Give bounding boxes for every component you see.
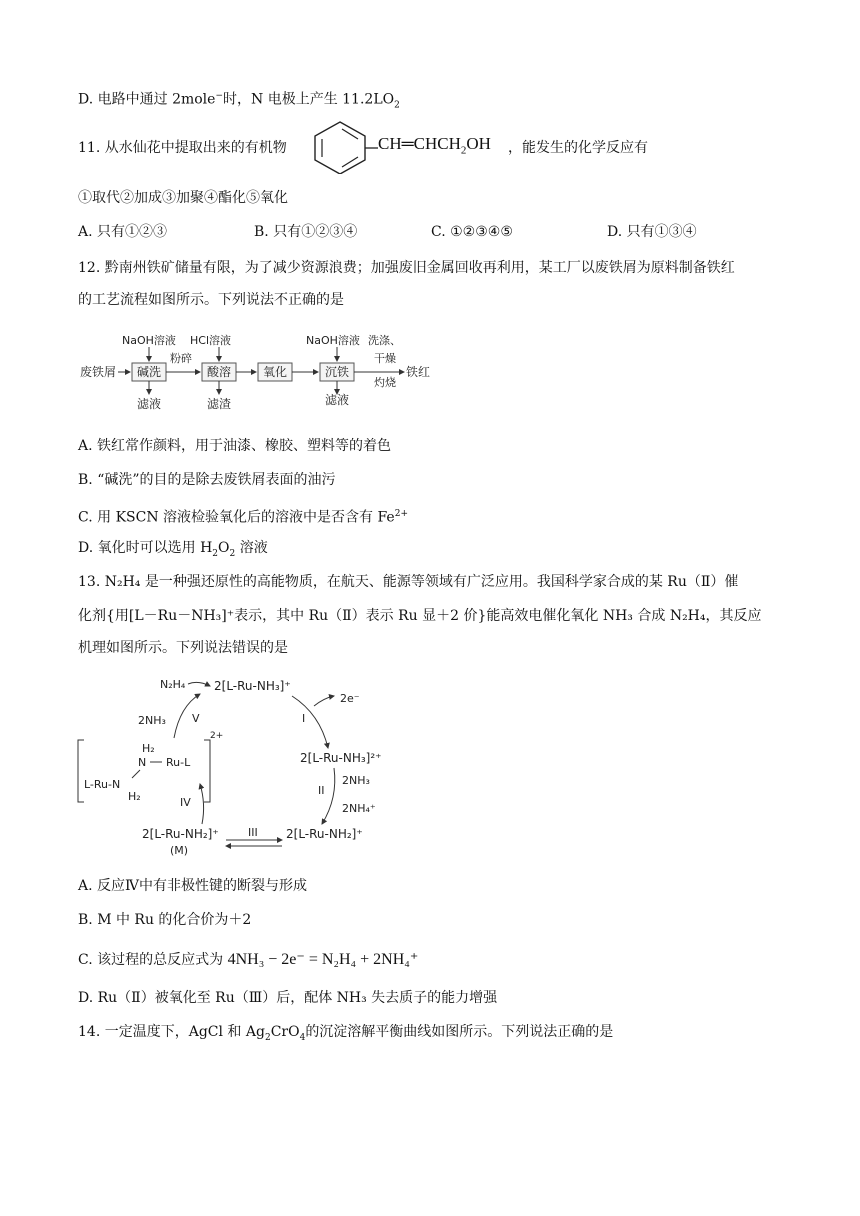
flow-step1-label: 碱洗 [137, 365, 162, 379]
flow-step3-label: 氧化 [263, 365, 288, 379]
cycle-dimer-n-top: N [138, 756, 147, 769]
q13-overall-equation: 4NH₃ − 2e⁻ = N₂H₄ + 2NH₄⁺ [227, 951, 419, 968]
cycle-dimer-h2-top: H₂ [142, 742, 155, 755]
q13-catalytic-cycle-diagram [76, 668, 406, 860]
q13-stem-line2: 化剂{用[L－Ru－NH₃]⁺表示，其中 Ru（Ⅱ）表示 Ru 显＋2 价}能高效电催化氧化 NH₃ 合成 N₂H₄，其反应 [78, 608, 762, 624]
cycle-nh3-in: 2NH₃ [342, 774, 370, 787]
q12-option-a: A. 铁红常作颜料，用于油漆、橡胶、塑料等的着色 [78, 438, 392, 454]
cycle-dimer-l-ru-n: L-Ru-N [84, 778, 121, 791]
q13-option-a: A. 反应Ⅳ中有非极性键的断裂与形成 [78, 878, 307, 894]
cycle-step-v: V [192, 712, 200, 725]
q12-option-b: B. “碱洗”的目的是除去废铁屑表面的油污 [78, 472, 336, 488]
benzene-ring-structure [300, 118, 380, 174]
flow-start-label: 废铁屑 [80, 365, 117, 379]
cycle-nh3-step-v: 2NH₃ [138, 714, 166, 727]
cycle-dimer-ru-l: Ru-L [166, 756, 191, 769]
flow-reagent1: NaOH溶液 [122, 334, 176, 347]
flow-out1: 滤液 [137, 397, 162, 411]
flow-end-label: 铁红 [406, 365, 431, 379]
flow-crush-label: 粉碎 [170, 352, 192, 365]
q12-option-c: C. 用 KSCN 溶液检验氧化后的溶液中是否含有 $Fe^{2+}$ [78, 509, 408, 526]
flow-post-top: 洗涤、 [368, 334, 401, 347]
flow-reagent2: HCl溶液 [190, 334, 232, 347]
flow-reagent4: NaOH溶液 [306, 334, 360, 347]
q11-option-b: B. 只有①②③④ [254, 224, 358, 240]
cycle-step-iv: IV [180, 796, 191, 809]
flow-step4-label: 沉铁 [325, 365, 350, 379]
q12-process-flow-diagram [78, 330, 448, 416]
q12-stem-line2: 的工艺流程如图所示。下列说法不正确的是 [78, 292, 344, 308]
q13-option-b: B. M 中 Ru 的化合价为＋2 [78, 912, 252, 928]
cycle-nh4-out: 2NH₄⁺ [342, 802, 376, 815]
q11-option-a: A. 只有①②③ [78, 224, 168, 240]
cycle-m-label: (M) [170, 844, 189, 857]
q11-option-c: C. ①②③④⑤ [431, 224, 513, 240]
cycle-dimer-h2-bottom: H₂ [128, 790, 141, 803]
cycle-dimer-charge: 2+ [210, 731, 224, 741]
cycle-left-lower-species: 2[L-Ru-NH₂]⁺ [142, 827, 219, 841]
q11-reaction-list: ①取代②加成③加聚④酯化⑤氧化 [78, 190, 288, 206]
flow-out2: 滤渣 [207, 397, 232, 411]
q13-option-c: C. 该过程的总反应式为 4NH₃ − 2e⁻ = N₂H₄ + 2NH₄⁺ [78, 951, 419, 968]
flow-step2-label: 酸溶 [207, 365, 232, 379]
cycle-n2h4-product: N₂H₄ [160, 678, 186, 691]
q14-stem: 14. 一定温度下，AgCl 和 $Ag_2CrO_4$的沉淀溶解平衡曲线如图所示。下列说法正确的是 [78, 1024, 614, 1043]
cycle-electron-loss: 2e⁻ [340, 692, 360, 705]
cycle-step-ii: II [318, 784, 325, 797]
flow-out4: 滤液 [325, 393, 350, 407]
q11-side-chain-formula: $CH═CHCH_2OH$ [378, 134, 491, 157]
cycle-step-iii: III [248, 826, 258, 839]
flow-post-mid: 干燥 [374, 352, 396, 365]
q11-option-d: D. 只有①③④ [607, 224, 697, 240]
cycle-step-i: I [302, 712, 306, 725]
q13-stem-line3: 机理如图所示。下列说法错误的是 [78, 640, 288, 656]
cycle-right-lower-species: 2[L-Ru-NH₂]⁺ [286, 827, 363, 841]
q13-stem-line1: 13. N₂H₄ 是一种强还原性的高能物质，在航天、能源等领域有广泛应用。我国科学家合成的某 Ru（Ⅱ）催 [78, 574, 739, 590]
cycle-right-upper-species: 2[L-Ru-NH₃]²⁺ [300, 751, 382, 765]
q12-option-d: D. 氧化时可以选用 $H_2O_2$ 溶液 [78, 540, 268, 559]
q13-option-d: D. Ru（Ⅱ）被氧化至 Ru（Ⅲ）后，配体 NH₃ 失去质子的能力增强 [78, 990, 498, 1006]
flow-post-bottom: 灼烧 [374, 376, 396, 389]
q12-stem-line1: 12. 黔南州铁矿储量有限，为了减少资源浪费；加强废旧金属回收再利用，某工厂以废铁屑为原料制备铁红 [78, 260, 735, 276]
q11-stem-part2: ，能发生的化学反应有 [508, 140, 648, 156]
q11-stem-part1: 11. 从水仙花中提取出来的有机物 [78, 140, 287, 156]
q10-option-d: D. 电路中通过 2mole−时，N 电极上产生 $11.2LO_2$ [78, 91, 400, 111]
cycle-top-species: 2[L-Ru-NH₃]⁺ [214, 679, 291, 693]
